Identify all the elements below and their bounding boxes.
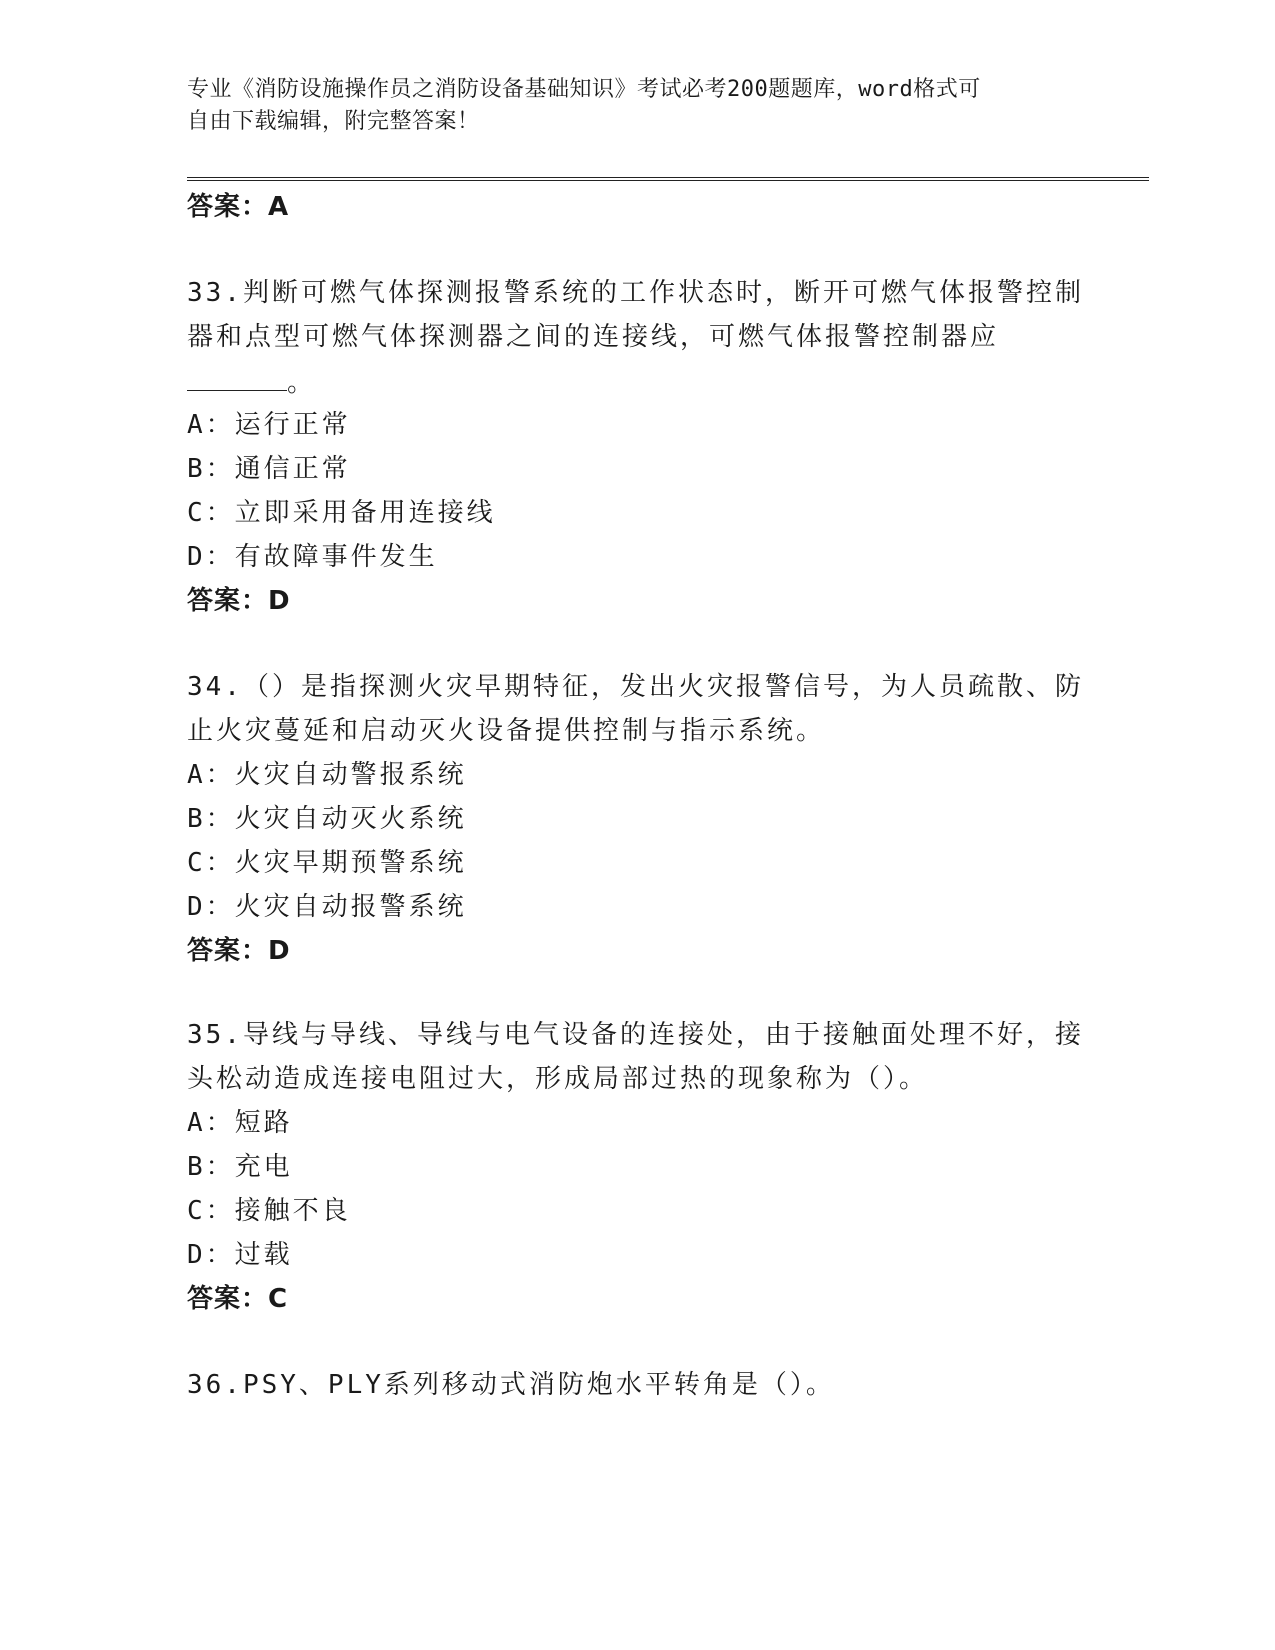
question-33-blank-line xyxy=(187,362,316,399)
header-double-rule xyxy=(187,177,1149,181)
question-33-line-1: 33.判断可燃气体探测报警系统的工作状态时，断开可燃气体报警控制 xyxy=(187,278,1084,308)
question-33-option-c: C：立即采用备用连接线 xyxy=(187,498,496,528)
question-35-line-1: 35.导线与导线、导线与电气设备的连接处，由于接触面处理不好，接 xyxy=(187,1020,1084,1050)
question-33-answer: 答案：D xyxy=(187,586,291,616)
question-34-option-c: C：火灾早期预警系统 xyxy=(187,848,467,878)
page-header xyxy=(187,74,1067,138)
question-35-option-d: D：过载 xyxy=(187,1240,293,1270)
blank-suffix: 。 xyxy=(287,368,317,398)
question-35-option-b: B：充电 xyxy=(187,1152,293,1182)
question-35-option-c: C：接触不良 xyxy=(187,1196,351,1226)
question-35-option-a: A：短路 xyxy=(187,1108,293,1138)
question-34-line-2: 止火灾蔓延和启动灭火设备提供控制与指示系统。 xyxy=(187,716,826,746)
question-34-line-1: 34.（）是指探测火灾早期特征，发出火灾报警信号，为人员疏散、防 xyxy=(187,672,1084,702)
question-33-option-b: B：通信正常 xyxy=(187,454,351,484)
question-36-line-1: 36.PSY、PLY系列移动式消防炮水平转角是（）。 xyxy=(187,1370,835,1400)
header-line-2: 自由下载编辑，附完整答案！ xyxy=(187,109,480,134)
question-33-line-2: 器和点型可燃气体探测器之间的连接线，可燃气体报警控制器应 xyxy=(187,322,1000,352)
question-34-option-d: D：火灾自动报警系统 xyxy=(187,892,467,922)
question-34-option-a: A：火灾自动警报系统 xyxy=(187,760,467,790)
question-34-answer: 答案：D xyxy=(187,936,291,966)
fill-in-blank xyxy=(187,368,287,391)
question-35-line-2: 头松动造成连接电阻过大，形成局部过热的现象称为（）。 xyxy=(187,1064,929,1094)
question-35-answer: 答案：C xyxy=(187,1284,289,1314)
question-33-option-a: A：运行正常 xyxy=(187,410,351,440)
header-line-1: 专业《消防设施操作员之消防设备基础知识》考试必考200题题库，word格式可 xyxy=(187,77,981,102)
question-33-option-d: D：有故障事件发生 xyxy=(187,542,438,572)
answer-prev: 答案：A xyxy=(187,192,290,222)
question-34-option-b: B：火灾自动灭火系统 xyxy=(187,804,467,834)
